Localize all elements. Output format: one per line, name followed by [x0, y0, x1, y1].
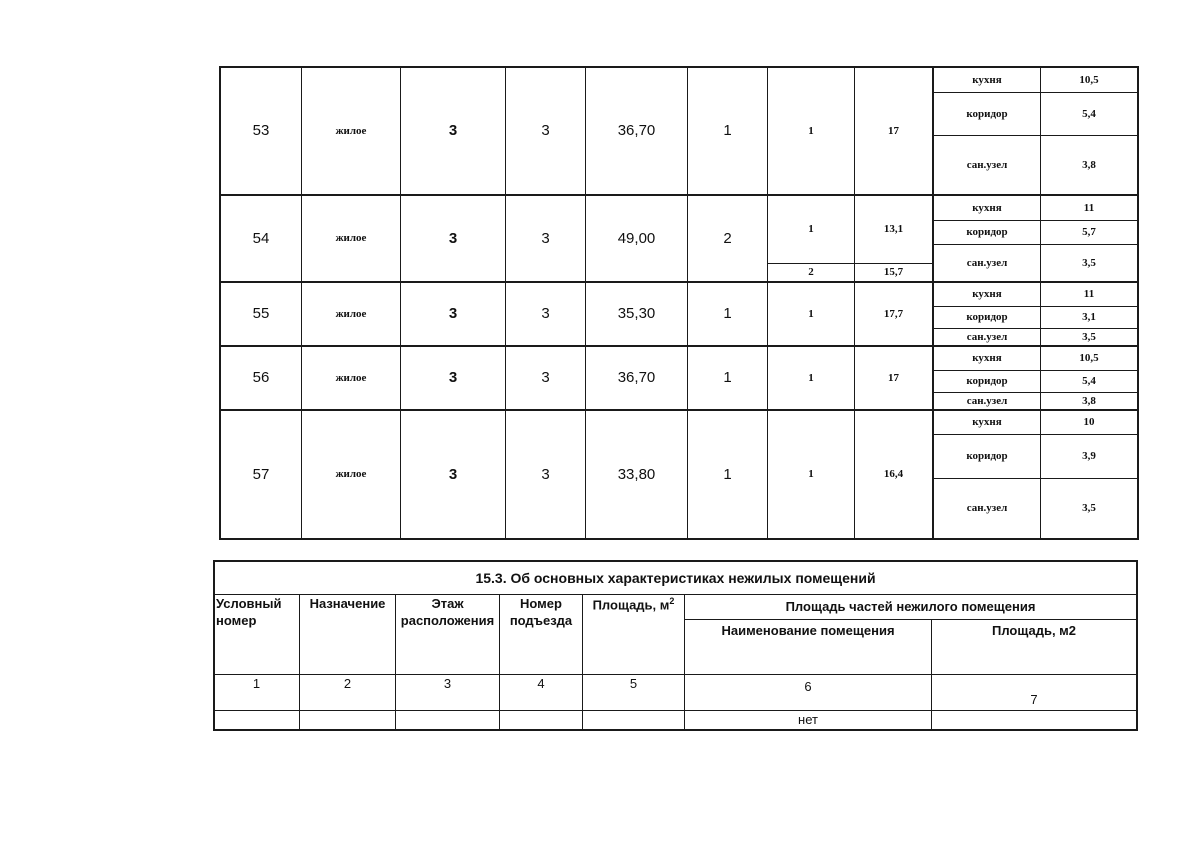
- column-number: 2: [343, 676, 352, 691]
- flat-rooms: 1: [723, 465, 732, 483]
- aux-room-area: 10,5: [1079, 73, 1099, 86]
- flat-area: 49,00: [617, 229, 656, 247]
- aux-room-name: кухня: [972, 201, 1002, 214]
- header-area: [583, 596, 684, 672]
- flat-floor: 3: [448, 122, 458, 140]
- room-number: 1: [808, 371, 814, 384]
- flat-floor: 3: [448, 229, 458, 247]
- aux-room-name: сан.узел: [966, 256, 1008, 269]
- flat-purpose: жилое: [335, 232, 367, 245]
- aux-room-name: коридор: [966, 375, 1008, 388]
- room-area: 16,4: [883, 468, 904, 481]
- aux-room-name: сан.узел: [966, 394, 1008, 407]
- header-purpose: Назначение: [309, 596, 386, 611]
- flat-number: 56: [252, 369, 270, 387]
- flat-entrance: 3: [541, 122, 550, 140]
- aux-room-area: 10,5: [1079, 352, 1099, 365]
- flat-purpose: жилое: [335, 371, 367, 384]
- room-area: 17: [888, 371, 899, 384]
- flat-area: 36,70: [617, 122, 656, 140]
- aux-room-name: кухня: [972, 352, 1002, 365]
- header-part-area: Площадь, м2: [991, 623, 1077, 638]
- column-number: 1: [252, 676, 261, 691]
- column-number: 3: [443, 676, 452, 691]
- flat-floor: 3: [448, 465, 458, 483]
- header-parts-area: Площадь частей нежилого помещения: [785, 599, 1036, 615]
- flat-rooms: 1: [723, 122, 732, 140]
- room-number: 1: [808, 223, 814, 236]
- flat-number: 55: [252, 305, 270, 323]
- aux-room-area: 3,8: [1082, 158, 1096, 171]
- aux-room-area: 11: [1083, 201, 1095, 214]
- column-number: 5: [629, 676, 638, 691]
- aux-room-area: 3,5: [1082, 502, 1096, 515]
- aux-room-name: кухня: [972, 416, 1002, 429]
- flat-number: 54: [252, 229, 270, 247]
- flat-floor: 3: [448, 369, 458, 387]
- flat-rooms: 2: [723, 229, 732, 247]
- section-title: 15.3. Об основных характеристиках нежилых помещений: [475, 569, 876, 586]
- flat-purpose: жилое: [335, 307, 367, 320]
- room-number: 1: [808, 307, 814, 320]
- flat-area: 35,30: [617, 305, 656, 323]
- header-entrance-number: Номер подъезда: [509, 596, 573, 628]
- empty-value: нет: [798, 711, 818, 727]
- header-floor-location: Этаж расположения: [400, 596, 495, 628]
- flat-number: 53: [252, 122, 270, 140]
- aux-room-area: 3,9: [1082, 450, 1096, 463]
- aux-room-name: коридор: [966, 107, 1008, 120]
- aux-room-area: 3,1: [1082, 311, 1096, 324]
- flat-rooms: 1: [723, 369, 732, 387]
- room-number: 2: [808, 266, 814, 279]
- aux-room-name: кухня: [972, 73, 1002, 86]
- aux-room-area: 5,4: [1082, 375, 1096, 388]
- aux-room-area: 5,7: [1082, 226, 1096, 239]
- flat-rooms: 1: [723, 305, 732, 323]
- aux-room-area: 3,8: [1082, 394, 1096, 407]
- aux-room-name: сан.узел: [966, 502, 1008, 515]
- flat-purpose: жилое: [335, 468, 367, 481]
- room-area: 17: [888, 124, 899, 137]
- column-number: 6: [804, 679, 812, 694]
- aux-room-area: 11: [1083, 288, 1095, 301]
- header-area-label: Площадь, м: [592, 597, 670, 613]
- room-area: 17,7: [883, 307, 904, 320]
- aux-room-name: сан.узел: [966, 158, 1008, 171]
- aux-room-name: коридор: [966, 226, 1008, 239]
- aux-room-area: 3,5: [1082, 256, 1096, 269]
- aux-room-area: 3,5: [1082, 330, 1096, 343]
- column-number: 4: [537, 676, 545, 691]
- flat-number: 57: [252, 465, 270, 483]
- room-number: 1: [808, 124, 814, 137]
- flat-floor: 3: [448, 305, 458, 323]
- header-part-name: Наименование помещения: [721, 623, 895, 638]
- nonresidential-table: [0, 545, 1200, 745]
- room-area: 15,7: [883, 266, 904, 279]
- flat-entrance: 3: [541, 305, 550, 323]
- header-conditional-number: Условный номер: [216, 596, 282, 628]
- aux-room-area: 5,4: [1082, 107, 1096, 120]
- flat-purpose: жилое: [335, 124, 367, 137]
- aux-room-name: коридор: [966, 450, 1008, 463]
- flat-area: 33,80: [617, 465, 656, 483]
- aux-room-name: кухня: [972, 288, 1002, 301]
- room-number: 1: [808, 468, 814, 481]
- aux-room-name: сан.узел: [966, 330, 1008, 343]
- flat-entrance: 3: [541, 465, 550, 483]
- flat-entrance: 3: [541, 369, 550, 387]
- room-area: 13,1: [883, 223, 904, 236]
- flat-area: 36,70: [617, 369, 656, 387]
- header-area-superscript: 2: [669, 596, 675, 606]
- flat-entrance: 3: [541, 229, 550, 247]
- aux-room-name: коридор: [966, 311, 1008, 324]
- column-number: 7: [1030, 692, 1038, 707]
- aux-room-area: 10: [1083, 416, 1095, 429]
